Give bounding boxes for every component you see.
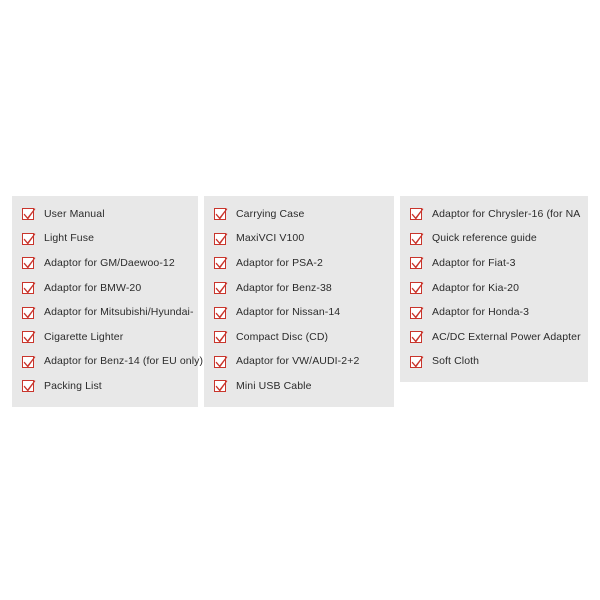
red-check-checkbox-icon[interactable] (22, 307, 34, 319)
red-check-checkbox-icon[interactable] (214, 380, 226, 392)
list-item-label: Adaptor for Benz-14 (for EU only) (44, 355, 204, 368)
red-check-checkbox-icon[interactable] (214, 307, 226, 319)
list-item[interactable] (204, 227, 394, 252)
list-item[interactable] (204, 300, 394, 325)
list-item-label: Adaptor for Kia-20 (432, 281, 520, 294)
list-item[interactable] (12, 276, 198, 301)
list-item-label: MaxiVCI V100 (236, 232, 305, 245)
list-item[interactable] (400, 227, 588, 252)
list-item-label: Adaptor for GM/Daewoo-12 (44, 256, 175, 269)
red-check-checkbox-icon[interactable] (22, 356, 34, 368)
red-check-checkbox-icon[interactable] (214, 208, 226, 220)
list-item[interactable] (12, 350, 204, 375)
list-item[interactable] (204, 202, 394, 227)
checklist-column-2 (204, 196, 394, 407)
checklist-column-1 (12, 196, 204, 407)
list-item[interactable] (204, 251, 394, 276)
list-item-label: Soft Cloth (432, 355, 480, 368)
red-check-checkbox-icon[interactable] (22, 233, 34, 245)
list-item-label: AC/DC External Power Adapter (432, 330, 581, 343)
list-item[interactable] (204, 374, 394, 399)
list-item-label: Adaptor for Benz-38 (236, 281, 332, 294)
list-item[interactable] (400, 325, 588, 350)
red-check-checkbox-icon[interactable] (410, 356, 422, 368)
red-check-checkbox-icon[interactable] (214, 233, 226, 245)
red-check-checkbox-icon[interactable] (214, 331, 226, 343)
list-item-label: Quick reference guide (432, 232, 537, 245)
list-item[interactable] (204, 350, 394, 375)
red-check-checkbox-icon[interactable] (22, 380, 34, 392)
list-item[interactable] (400, 202, 588, 227)
list-item-label: Light Fuse (44, 232, 95, 245)
checklist-column-3 (400, 196, 588, 382)
list-item-label: Mini USB Cable (236, 379, 312, 392)
list-item-label: Adaptor for Honda-3 (432, 306, 530, 319)
red-check-checkbox-icon[interactable] (214, 356, 226, 368)
list-item[interactable] (400, 350, 588, 375)
list-item-label: Adaptor for VW/AUDI-2+2 (236, 355, 360, 368)
list-item[interactable] (12, 374, 198, 399)
list-item[interactable] (12, 251, 198, 276)
red-check-checkbox-icon[interactable] (214, 282, 226, 294)
red-check-checkbox-icon[interactable] (410, 331, 422, 343)
list-item-label: Carrying Case (236, 207, 305, 220)
list-item-label: Adaptor for Mitsubishi/Hyundai- (44, 306, 194, 319)
red-check-checkbox-icon[interactable] (410, 233, 422, 245)
list-item-label: Adaptor for BMW-20 (44, 281, 142, 294)
checklist-columns (12, 196, 588, 407)
red-check-checkbox-icon[interactable] (410, 257, 422, 269)
red-check-checkbox-icon[interactable] (410, 307, 422, 319)
red-check-checkbox-icon[interactable] (214, 257, 226, 269)
list-item[interactable] (12, 227, 198, 252)
list-item-label: Adaptor for Fiat-3 (432, 256, 516, 269)
list-item-label: User Manual (44, 207, 105, 220)
list-item-label: Adaptor for PSA-2 (236, 256, 323, 269)
list-item-label: Cigarette Lighter (44, 330, 124, 343)
list-item[interactable] (400, 300, 588, 325)
list-item-label: Adaptor for Nissan-14 (236, 306, 341, 319)
list-item[interactable] (400, 251, 588, 276)
list-item[interactable] (12, 325, 198, 350)
red-check-checkbox-icon[interactable] (22, 331, 34, 343)
list-item[interactable] (12, 202, 198, 227)
list-item[interactable] (12, 300, 198, 325)
list-item-label: Packing List (44, 379, 102, 392)
red-check-checkbox-icon[interactable] (22, 257, 34, 269)
red-check-checkbox-icon[interactable] (410, 208, 422, 220)
red-check-checkbox-icon[interactable] (410, 282, 422, 294)
list-item-label: Compact Disc (CD) (236, 330, 329, 343)
list-item[interactable] (204, 276, 394, 301)
list-item[interactable] (400, 276, 588, 301)
red-check-checkbox-icon[interactable] (22, 208, 34, 220)
red-check-checkbox-icon[interactable] (22, 282, 34, 294)
list-item[interactable] (204, 325, 394, 350)
list-item-label: Adaptor for Chrysler-16 (for NA (432, 207, 581, 220)
